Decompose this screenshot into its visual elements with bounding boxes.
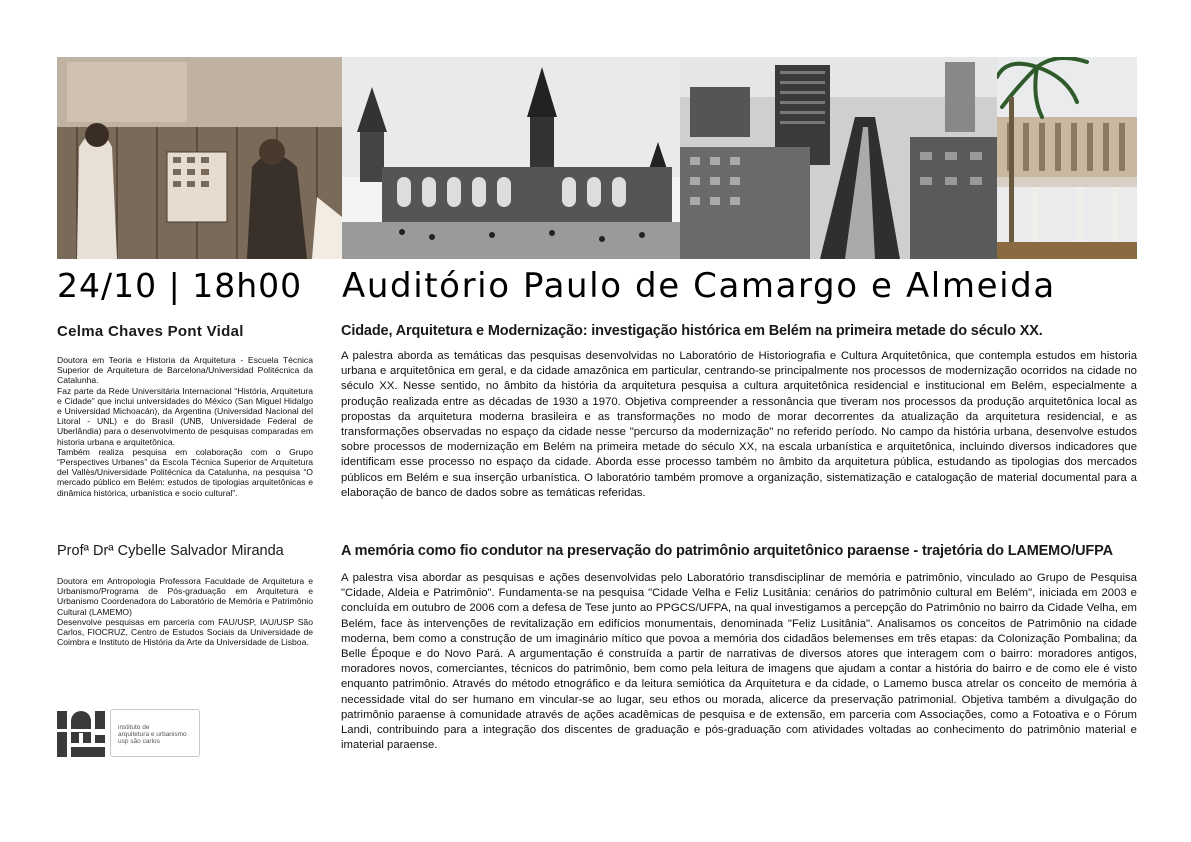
talk-2-block — [341, 543, 1137, 753]
iau-usp-logo — [57, 707, 199, 757]
photo-ver-o-peso-market — [342, 57, 680, 259]
talk-1-block — [341, 323, 1137, 501]
speaker-1-bio-paragraph: Faz parte da Rede Universitária Internacional “História, Arquitetura e Cidade” que inclui universidades do México (San Miguel Hidalgo e Universidad Michoacán), da Argentina (Universidad Nacional del Litoral - UNL) e do Brasil (UNB, Universidade Federal de Uberlândia) para o desenvolvimento de pesquisas comparadas em historia urbana e arquitetônica. — [57, 385, 313, 447]
speaker-1-bio-paragraph: Também realiza pesquisa em colaboração com o Grupo “Perspectives Urbanes” da Escola Técnica Superior de Arquitetura del Vallès/Universidade Politécnica da Catalunha, na pesquisa “O mercado público em Belém: estudos de tipologias arquitetônicas e dinâmica histórica, urbanística e socio cultural”. — [57, 446, 313, 498]
iau-logo-icon — [57, 707, 105, 757]
talk-2-title: A memória como fio condutor na preservação do patrimônio arquitetônico paraense - trajetória do LAMEMO/UFPA — [341, 543, 1113, 559]
talk-1-abstract: A palestra aborda as temáticas das pesquisas desenvolvidas no Laboratório de Historiografia e Cultura Arquitetônica, que contempla estudos em historia urbana e arquitetônica em geral, e da cidade amazônica em particular, centrando-se principalmente nos processos de modernização ocorridos na cidade no século XX. Nesse sentido, no âmbito da história da arquitetura pesquisa a cultura arquitetônica residencial e institucional em Belém, especialmente a produção realizada entre as décadas de 1930 a 1970. Objetiva compreender a ressonância que tiveram nos processos da produção arquitetônica local as propostas da arquitetura moderna brasileira e as transformações no modo de morar decorrentes da atualização da arquitetura residencial, e as transformações observadas no espaço da cidade nesse "percurso da modernização" no referido período. No campo da história urbana, desenvolve estudos sobre processos de modernização em Belém na primeira metade do século XX, na escala urbanística e arquitetônica, incluindo diversos indicadores que identificam esse processo no espaço da cidade. Aborda esse processo também no âmbito da arquitetura pública, estudando as tipologias dos mercados públicos em Belém e sua inserção urbanística. O laboratório também promove a organização, sistematização e catalogação de material documental para a elaboração de banco de dados sobre as temáticas referidas. — [341, 350, 1137, 499]
photo-modernist-building-palm — [997, 57, 1137, 259]
event-datetime: 24/10 | 18h00 — [57, 266, 303, 305]
speaker-1-name: Celma Chaves Pont Vidal — [57, 323, 244, 340]
photo-strip — [57, 57, 1137, 259]
speaker-2-bio — [57, 576, 313, 647]
logo-text — [118, 724, 187, 746]
speaker-2-bio-paragraph: Doutora em Antropologia Professora Faculdade de Arquitetura e Urbanismo/Programa de Pós-graduação em Arquitetura e Urbanismo Coordenadora do Laboratório de Memória e Patrimônio Cultural (LAMEMO) — [57, 576, 313, 617]
speaker-1-bio-paragraph: Doutora em Teoria e Historia da Arquitetura - Escuela Técnica Superior de Arquitetura de Barcelona/Universidad Politécnica da Catalunha. — [57, 355, 313, 386]
speaker-1-block — [57, 323, 313, 498]
photo-architects-with-model — [57, 57, 342, 259]
talk-2-abstract: A palestra visa abordar as pesquisas e ações desenvolvidas pelo Laboratório transdisciplinar de memória e patrimônio, vinculado ao Grupo de Pesquisa "Cidade, Aldeia e Patrimônio". Fundamenta-se na pesquisa "Cidade Velha e Feliz Lusitânia: cenários do patrimônio cultural em Belém", iniciada em 2003 e concluída em outubro de 2006 com a defesa de Tese junto ao PPGCS/UFPA, na qual investigamos a percepção do Patrimônio no bairro da Cidade Velha, em Belém, face às intervenções de revitalização em edifícios monumentais, denominada "Feliz Lusitânia". Analisamos os conceitos de Patrimônio na cidade moderna, bem como a construção de um imaginário mítico que povoa a memória dos cidadãos belemenses em três etapas: da Colonização Pombalina; da Belle Époque e do Novo Pará. A argumentação é construída a partir de narrativas de diversos atores que interagem com o bairro: moradores antigos, moradores novos, comerciantes, técnicos do patrimônio, bem como pela leitura de imagens que ajudam a contar a história do bairro e de como ele é visto enquanto patrimônio. Através do método etnográfico e da leitura semiótica da Arquitetura e da cidade, o Lamemo busca atrelar os conceito de memória à necessidade vital do ser humano em vincular-se ao lugar, seu ethos ou morada, alicerce da preservação patrimonial. Objetiva também a divulgação do patrimônio paraense à comunidade através de ações acadêmicas de pesquisa e de extensão, em parceria com Associações, como a Fotoativa e o Fórum Landi, contribuindo para a integração dos discentes de graduação e pós-graduação com atividades voltadas ao conhecimento do patrimônio material e imaterial paraense. — [341, 572, 1137, 752]
logo-line: instituto de — [118, 724, 150, 731]
speaker-2-name: Profª Drª Cybelle Salvador Miranda — [57, 543, 284, 559]
logo-line: usp são carlos — [118, 738, 160, 746]
event-venue: Auditório Paulo de Camargo e Almeida — [342, 266, 1056, 306]
photo-belem-avenue-aerial — [680, 57, 997, 259]
speaker-1-bio — [57, 355, 313, 498]
speaker-2-bio-paragraph: Desenvolve pesquisas em parceria com FAU/USP, IAU/USP São Carlos, FIOCRUZ, Centro de Estudos Sociais da Universidade de Coimbra e Instituto de História da Arte da Universidade de Lisboa. — [57, 616, 313, 648]
speaker-2-block — [57, 543, 313, 647]
logo-line: arquitetura e urbanismo — [118, 731, 187, 739]
talk-1-title: Cidade, Arquitetura e Modernização: investigação histórica em Belém na primeira metade do século XX. — [341, 323, 1043, 339]
